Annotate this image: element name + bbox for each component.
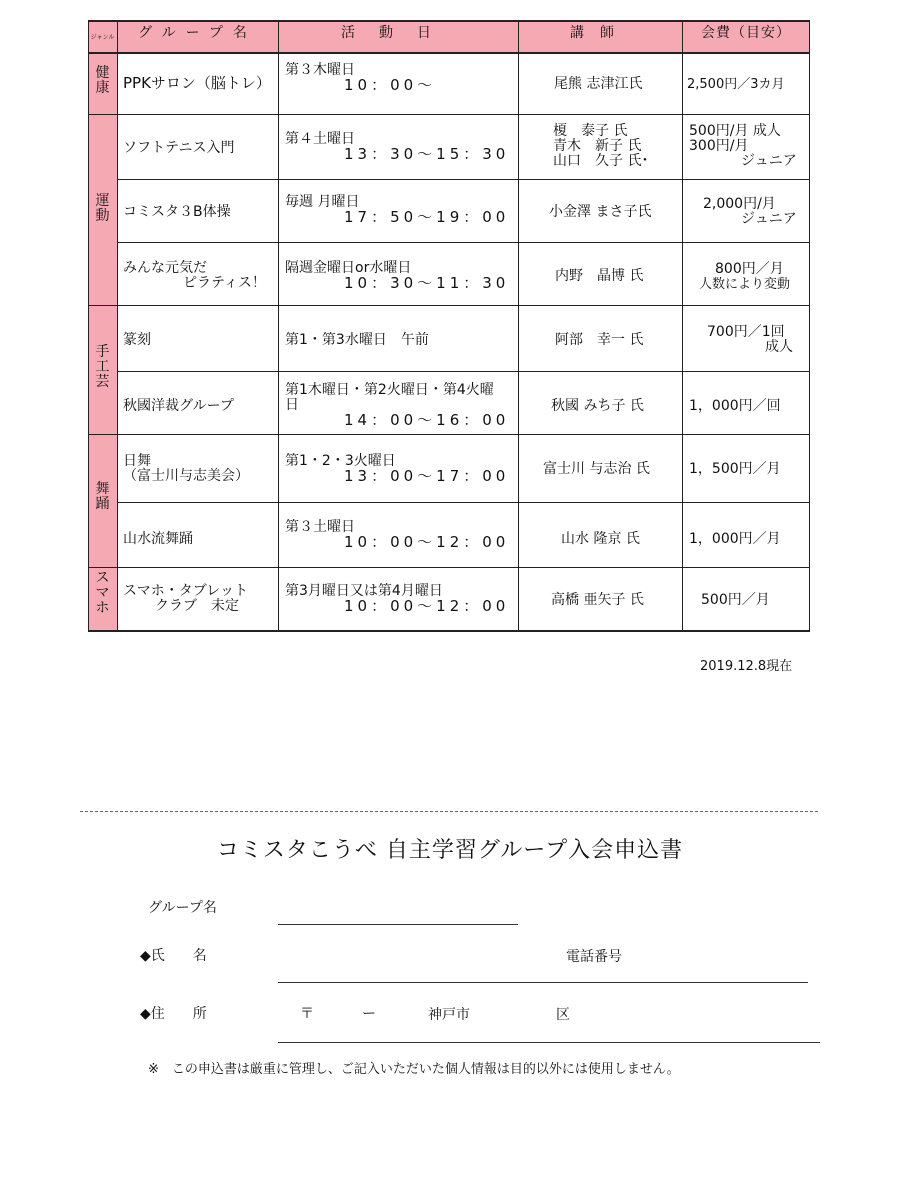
activity-days: 第1・2・3火曜日 13：00～17：00 <box>285 453 510 485</box>
teacher-name: 内野 晶博 氏 <box>555 268 644 284</box>
group-name: 篆刻 <box>123 332 151 348</box>
privacy-note: ※ この申込書は厳重に管理し、ご記入いただいた個人情報は目的以外には使用しません。 <box>148 1062 680 1077</box>
name-label: ◆氏 名 <box>140 948 207 964</box>
group-name: 山水流舞踊 <box>123 531 193 547</box>
fee: 2,000円/月 ジュニア <box>703 196 797 227</box>
header-days-label: 活動日 <box>341 25 455 41</box>
teacher-name: 小金澤 まさ子氏 <box>549 204 652 220</box>
teacher-name: 山水 隆京 氏 <box>561 531 640 547</box>
grid-line <box>88 434 810 435</box>
teacher-name: 榎 泰子 氏 青木 新子 氏 山口 久子 氏･ <box>553 123 649 169</box>
address-label: ◆住 所 <box>140 1006 207 1022</box>
group-name: PPKサロン（脳トレ） <box>123 74 271 92</box>
header-days <box>278 20 518 52</box>
activity-days: 第3月曜日又は第4月曜日 10：00～12：00 <box>285 583 510 615</box>
grid-line <box>88 20 810 22</box>
group-name: 日舞 （富士川与志美会） <box>123 453 249 484</box>
teacher-name: 秋國 みち子 氏 <box>551 398 644 414</box>
activity-days: 隔週金曜日or水曜日 10：30～11：30 <box>285 260 510 292</box>
address-field[interactable] <box>278 1042 820 1043</box>
genre-cell <box>88 52 117 114</box>
table-row <box>117 567 810 632</box>
form-title: コミスタこうべ 自主学習グループ入会申込書 <box>216 838 684 863</box>
grid-line <box>809 20 810 632</box>
genre-cell <box>88 114 117 305</box>
table-row <box>117 371 810 434</box>
activity-days: 第３木曜日 10：00～ <box>285 62 437 94</box>
grid-line <box>117 242 810 243</box>
as-of-date: 2019.12.8現在 <box>700 659 793 674</box>
group-name: ソフトテニス入門 <box>123 140 235 156</box>
table-row <box>117 179 810 242</box>
grid-line <box>88 20 89 632</box>
table-row <box>117 434 810 502</box>
header-genre <box>88 20 117 52</box>
fee: 500円／月 <box>701 592 770 608</box>
group-name-field[interactable] <box>278 924 518 925</box>
genre-cell <box>88 434 117 567</box>
genre-label: 手工芸 <box>95 344 110 390</box>
cut-line <box>80 811 818 812</box>
group-name: 秋國洋裁グループ <box>123 398 234 414</box>
activity-days: 第1木曜日・第2火曜日・第4火曜 日 14：00～16：00 <box>285 382 510 429</box>
fee: 1，500円／月 <box>689 461 781 477</box>
genre-label: 運動 <box>95 193 110 224</box>
genre-label: 舞踊 <box>95 481 110 512</box>
grid-line <box>117 502 810 503</box>
header-fee <box>682 20 810 52</box>
group-table <box>88 20 810 632</box>
postal-mark: 〒 <box>300 1006 314 1022</box>
header-genre-label: ジャンル <box>90 34 115 41</box>
grid-line <box>117 371 810 372</box>
fee: 2,500円／3カ月 <box>687 77 785 92</box>
table-row <box>117 242 810 305</box>
table-row <box>117 502 810 567</box>
header-teacher <box>518 20 682 52</box>
phone-label: 電話番号 <box>566 949 622 965</box>
table-row <box>117 52 810 114</box>
grid-line <box>88 567 810 568</box>
grid-line <box>682 20 683 632</box>
teacher-name: 富士川 与志治 氏 <box>543 461 650 477</box>
fee: 700円／1回 成人 <box>707 324 793 355</box>
header-fee-label: 会費（目安） <box>701 25 791 41</box>
ward-label: 区 <box>556 1007 570 1023</box>
table-row <box>117 305 810 371</box>
fee: 1，000円／回 <box>689 398 781 414</box>
grid-line <box>88 305 810 306</box>
genre-cell <box>88 305 117 434</box>
teacher-name: 高橋 亜矢子 氏 <box>551 592 644 608</box>
postal-dash: ー <box>362 1006 376 1022</box>
grid-line <box>88 114 810 115</box>
header-group <box>117 20 278 52</box>
genre-label: 健康 <box>95 65 110 96</box>
genre-label: スマホ <box>95 570 110 616</box>
group-name: コミスタ３B体操 <box>123 204 231 220</box>
name-phone-field[interactable] <box>278 982 808 983</box>
teacher-name: 尾熊 志津江氏 <box>554 76 643 92</box>
grid-line <box>278 20 279 632</box>
group-name-label: グループ名 <box>148 900 217 916</box>
genre-cell <box>88 567 117 632</box>
grid-line <box>117 20 118 632</box>
fee: 500円/月 成人 300円/月 ジュニア <box>689 123 797 169</box>
group-name: スマホ・タブレット クラブ 未定 <box>123 583 249 614</box>
grid-line <box>117 179 810 180</box>
teacher-name: 阿部 幸一 氏 <box>555 332 644 348</box>
fee: 1，000円／月 <box>689 531 781 547</box>
city-label: 神戸市 <box>428 1007 470 1023</box>
grid-line <box>88 630 810 632</box>
activity-days: 第３土曜日 10：00～12：00 <box>285 519 510 551</box>
activity-days: 毎週 月曜日 17：50～19：00 <box>285 194 510 226</box>
activity-days: 第４土曜日 13：30～15：30 <box>285 131 510 163</box>
fee: 800円／月 人数により変動 <box>699 261 791 292</box>
table-row <box>117 114 810 179</box>
activity-days: 第1・第3水曜日 午前 <box>285 332 429 348</box>
header-teacher-label: 講師 <box>570 25 630 41</box>
header-group-label: グループ名 <box>138 25 257 41</box>
group-name: みんな元気だ ピラティス！ <box>123 260 266 291</box>
grid-line <box>518 20 519 632</box>
grid-line <box>88 52 810 54</box>
